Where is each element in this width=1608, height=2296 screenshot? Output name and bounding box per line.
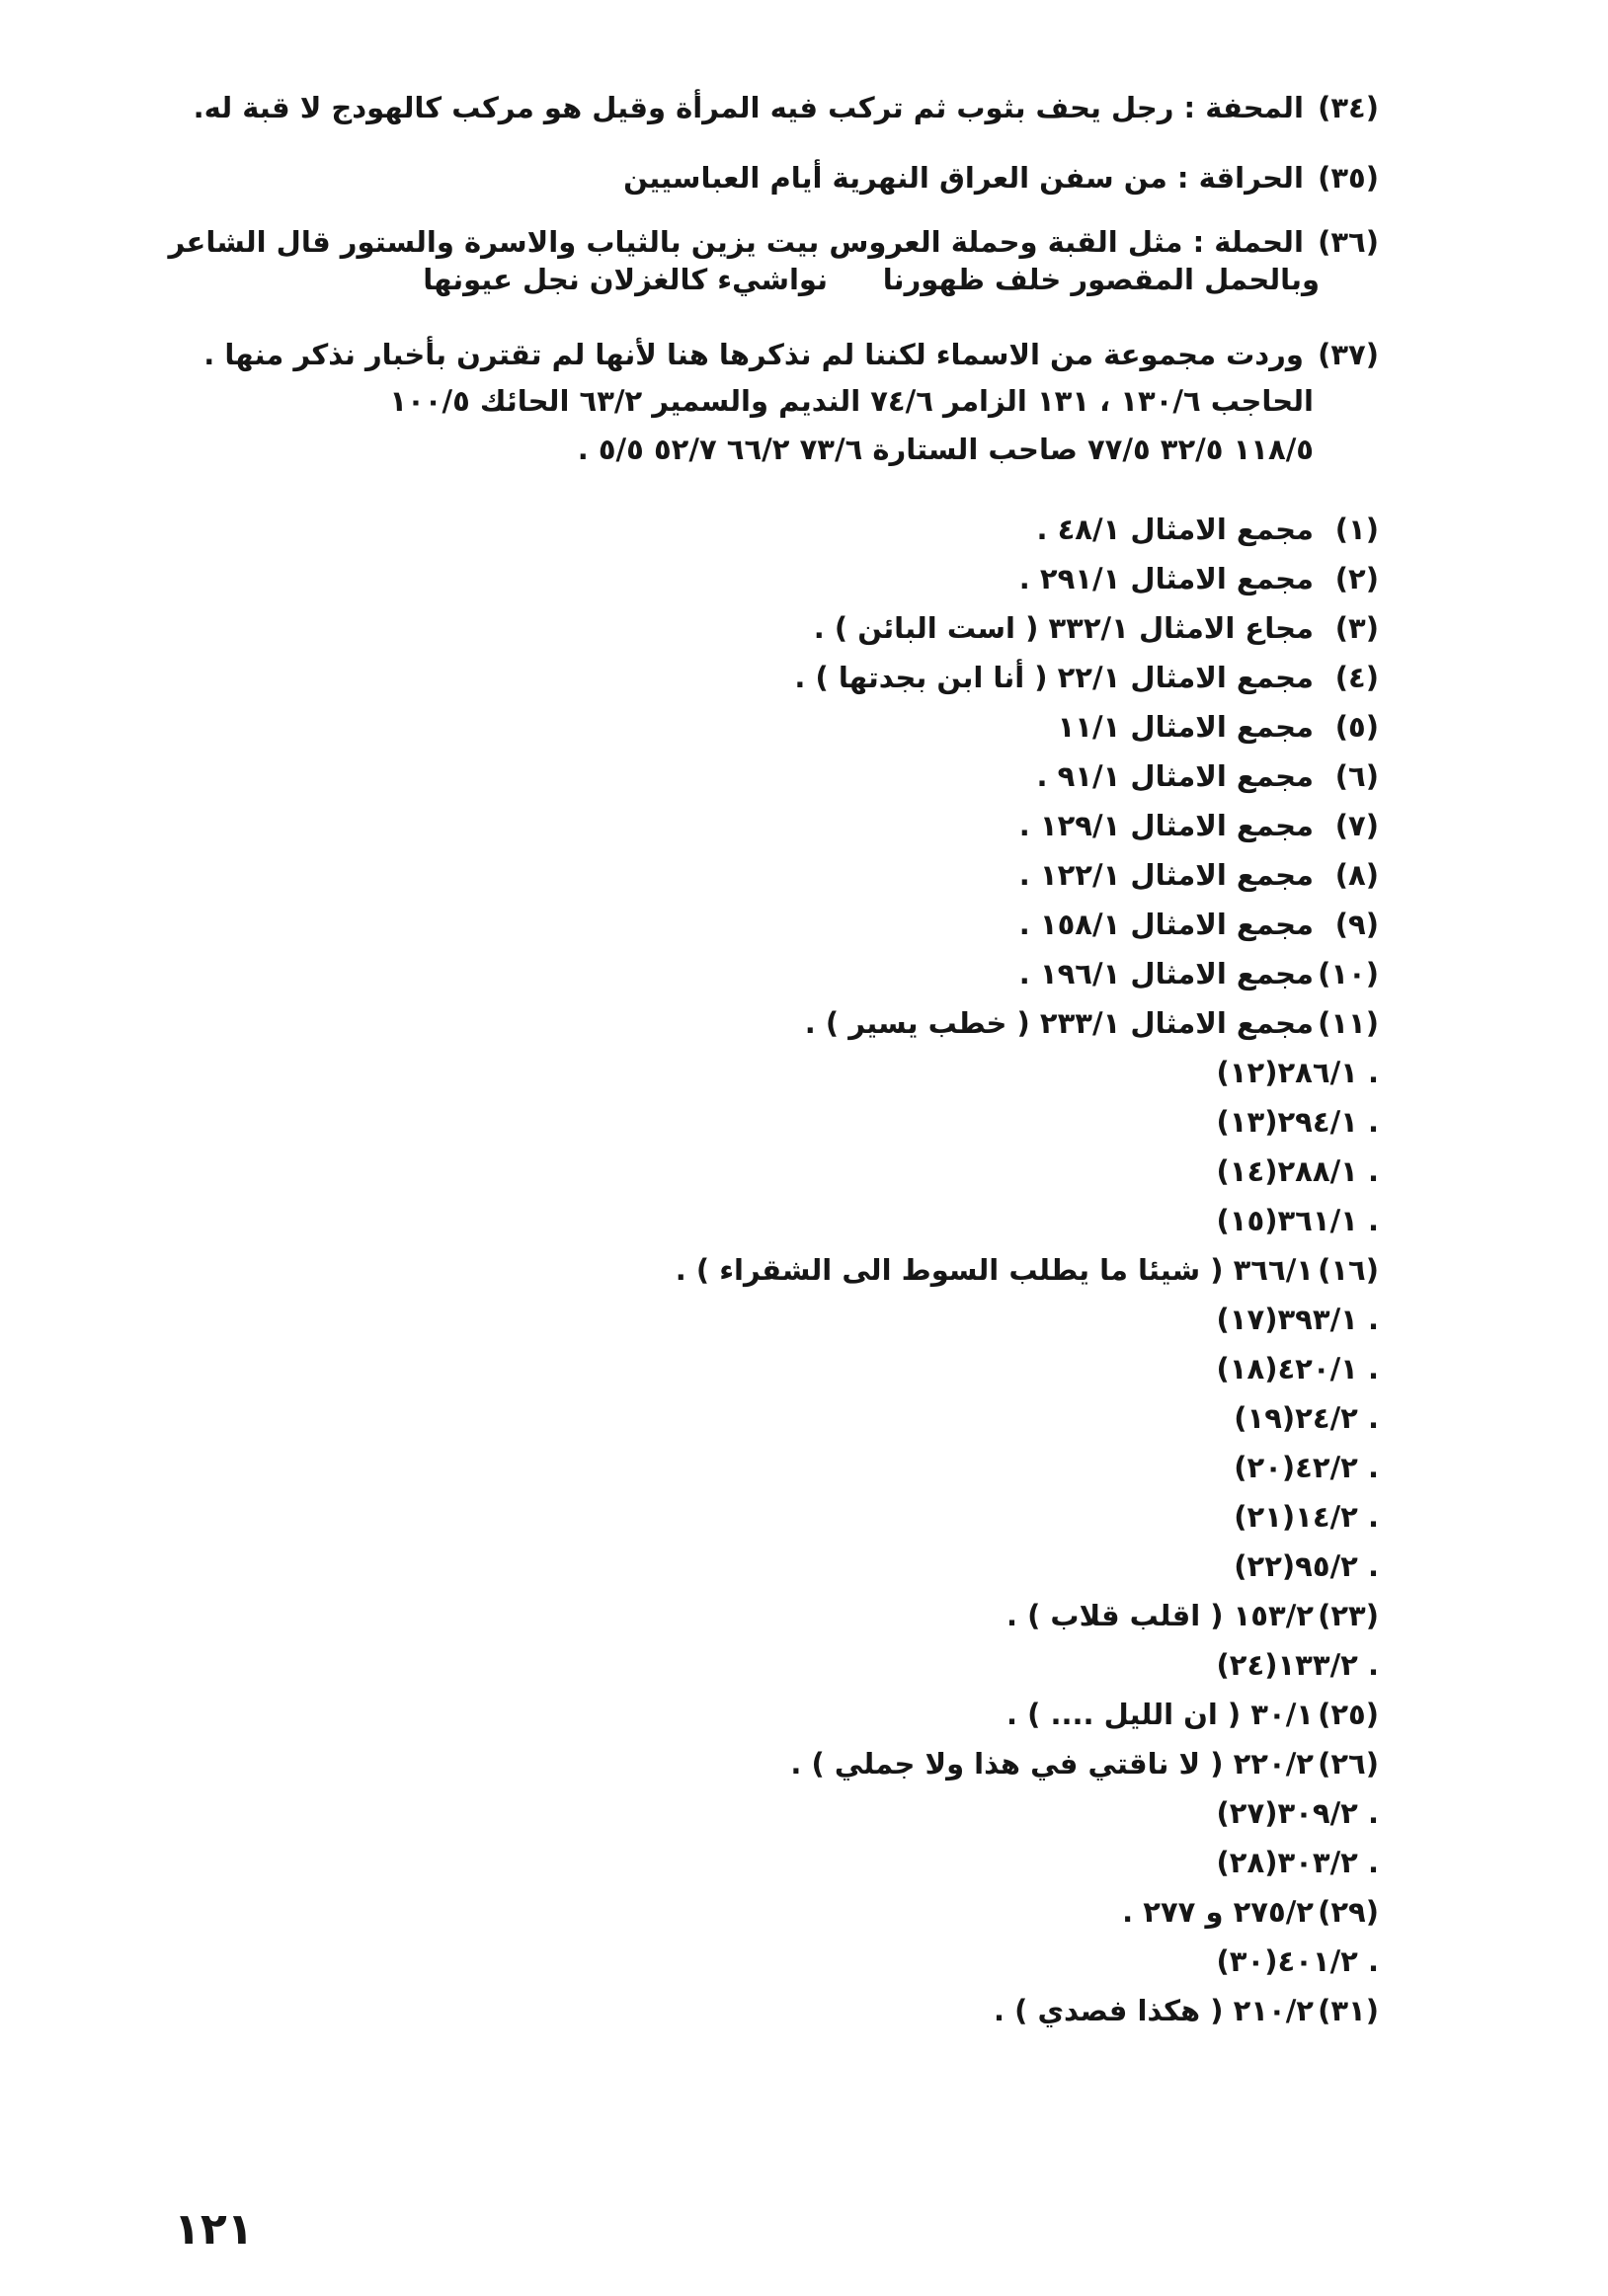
- footnote-number: (٢٣): [1318, 1599, 1379, 1632]
- footnote-text: ٢٧٥/٢ و ٢٧٧ .: [1122, 1895, 1314, 1929]
- footnote-text: ٣٠٩/٢ .: [1277, 1796, 1379, 1830]
- footnote-number: (٩): [1334, 908, 1379, 941]
- footnote: [814, 605, 1379, 651]
- footnote: [1122, 1889, 1379, 1935]
- footnote-text: ٢٤/٢ .: [1295, 1401, 1379, 1435]
- footnote-text: ١٣٣/٢ .: [1277, 1648, 1379, 1682]
- footnote-number: (٥): [1334, 710, 1379, 744]
- footnote-number: (١٧): [1216, 1303, 1278, 1336]
- footnote-number: (٢٨): [1216, 1846, 1278, 1879]
- glossary-entry: [194, 85, 1379, 130]
- footnote-text: ١٥٣/٢ ( اقلب قلاب ) .: [1005, 1599, 1314, 1632]
- footnote: [1212, 1198, 1379, 1243]
- footnote-text: ٩٥/٢ .: [1295, 1549, 1379, 1583]
- footnote-text: ٣٦١/١ .: [1277, 1204, 1379, 1237]
- footnote: [805, 1000, 1379, 1046]
- footnote: [1212, 1790, 1379, 1836]
- entry-text: المحفة : رجل يحف بثوب ثم تركب فيه المرأة وقيل هو مركب كالهودج لا قبة له.: [193, 91, 1304, 124]
- footnote: [1019, 803, 1379, 848]
- entry-number: (٣٥): [1318, 161, 1379, 195]
- footnote: [1230, 1544, 1379, 1589]
- footnote-text: مجمع الامثال ٩١/١ .: [1036, 759, 1314, 793]
- footnote: [1019, 852, 1379, 898]
- footnote: [1212, 1297, 1379, 1342]
- footnote-number: (١٦): [1318, 1253, 1379, 1287]
- footnote-text: ٣٠٣/٢ .: [1277, 1846, 1379, 1879]
- footnote-number: (١٢): [1216, 1056, 1278, 1089]
- footnote: [1019, 556, 1379, 601]
- footnote: [1212, 1099, 1379, 1145]
- footnote-text: ٤٢/٢ .: [1295, 1451, 1379, 1484]
- footnote-text: مجمع الامثال ٤٨/١ .: [1036, 513, 1314, 546]
- footnote-text: مجمع الامثال ١٢٢/١ .: [1018, 858, 1314, 892]
- footnote-text: ٢٨٨/١ .: [1277, 1154, 1379, 1188]
- footnote-text: ٢١٠/٢ ( هكذا فصدي ) .: [994, 1994, 1314, 2027]
- footnote-text: مجاع الامثال ٣٣٢/١ ( است البائن ) .: [813, 611, 1314, 645]
- footnote-text: ٣٠/١ ( ان الليل .... ) .: [1006, 1698, 1314, 1731]
- footnote: [1036, 507, 1379, 552]
- footnote-number: (٦): [1334, 759, 1379, 793]
- verse-second-hemistich: نواشيء كالغزلان نجل عيونها: [423, 263, 828, 296]
- footnote-number: (٢٥): [1318, 1698, 1379, 1731]
- footnote: [794, 655, 1379, 700]
- footnote: [790, 1741, 1379, 1786]
- footnote: [1212, 1840, 1379, 1885]
- entry-text: وردت مجموعة من الاسماء لكننا لم نذكرها هنا لأنها لم تقترن بأخبار نذكر منها .: [203, 338, 1304, 371]
- entry-text: الحملة : مثل القبة وحملة العروس بيت يزين بالثياب والاسرة والستور قال الشاعر: [168, 225, 1304, 259]
- footnote-text: مجمع الامثال ٢٩١/١ .: [1018, 562, 1314, 595]
- footnote: [1006, 1593, 1379, 1638]
- glossary-entry: [623, 155, 1379, 200]
- footnote: [1212, 1050, 1379, 1095]
- footnote-number: (٧): [1334, 809, 1379, 842]
- footnote: [1006, 1692, 1379, 1737]
- footnote-text: مجمع الامثال ١١/١: [1057, 710, 1314, 744]
- footnote-number: (٢٠): [1234, 1451, 1296, 1484]
- footnote-text: ١٤/٢ .: [1295, 1500, 1379, 1534]
- footnote-number: (٢٦): [1318, 1747, 1379, 1781]
- footnote: [1036, 753, 1379, 799]
- footnote-number: (١٥): [1216, 1204, 1278, 1237]
- footnote: [1212, 1148, 1379, 1194]
- entry-number: (٣٧): [1318, 338, 1379, 371]
- footnote: [994, 1988, 1379, 2033]
- footnote-number: (١٩): [1234, 1401, 1296, 1435]
- footnote: [1019, 902, 1379, 947]
- footnote-number: (١٣): [1216, 1105, 1278, 1139]
- footnote-number: (٤): [1334, 661, 1379, 694]
- footnote-text: ٣٩٣/١ .: [1277, 1303, 1379, 1336]
- footnote-number: (٢٢): [1234, 1549, 1296, 1583]
- glossary-entry: [203, 332, 1379, 377]
- verse-first-hemistich: وبالحمل المقصور خلف ظهورنا: [882, 263, 1320, 296]
- footnote-number: (١٨): [1216, 1352, 1278, 1386]
- footnote-text: مجمع الامثال ١٩٦/١ .: [1018, 957, 1314, 990]
- page-number: ١٢١: [174, 2204, 254, 2255]
- footnote-number: (١٠): [1318, 957, 1379, 990]
- footnote-text: ٢٩٤/١ .: [1277, 1105, 1379, 1139]
- glossary-entry: [169, 219, 1380, 265]
- footnote: [1230, 1395, 1379, 1441]
- footnote-text: مجمع الامثال ٢٢/١ ( أنا ابن بجدتها ) .: [794, 661, 1314, 694]
- entry-text: الحراقة : من سفن العراق النهرية أيام العباسيين: [623, 161, 1304, 195]
- footnote-number: (٣١): [1318, 1994, 1379, 2027]
- entry-number: (٣٤): [1318, 91, 1379, 124]
- footnote: [676, 1247, 1379, 1293]
- footnote-number: (١١): [1318, 1006, 1379, 1040]
- footnote-text: ٤٠١/٢ .: [1277, 1944, 1379, 1978]
- names-line: ١١٨/٥ ٣٢/٥ ٧٧/٥ صاحب الستارة ٧٣/٦ ٦٦/٢ ٥٢/٧ ٥/٥ .: [577, 433, 1314, 466]
- footnote-number: (٢): [1334, 562, 1379, 595]
- footnote: [1212, 1346, 1379, 1391]
- footnote-number: (١): [1334, 513, 1379, 546]
- names-line: الحاجب ١٣٠/٦ ، ١٣١ الزامر ٧٤/٦ النديم والسمير ٦٣/٢ الحائك ١٠٠/٥: [389, 384, 1314, 418]
- footnote: [1212, 1642, 1379, 1688]
- footnote-text: ٢٢٠/٢ ( لا ناقتي في هذا ولا جملي ) .: [790, 1747, 1314, 1781]
- footnote-text: ٤٢٠/١ .: [1277, 1352, 1379, 1386]
- footnote-number: (٨): [1334, 858, 1379, 892]
- footnote-text: ٢٨٦/١ .: [1277, 1056, 1379, 1089]
- footnote-number: (٢٤): [1216, 1648, 1278, 1682]
- footnote-number: (١٤): [1216, 1154, 1278, 1188]
- footnote-number: (٢٧): [1216, 1796, 1278, 1830]
- footnote: [1212, 1939, 1379, 1984]
- footnote-text: مجمع الامثال ١٢٩/١ .: [1018, 809, 1314, 842]
- entry-number: (٣٦): [1318, 225, 1379, 259]
- footnote-text: مجمع الامثال ٢٣٣/١ ( خطب يسير ) .: [804, 1006, 1314, 1040]
- footnote-number: (٣٠): [1216, 1944, 1278, 1978]
- footnote: [1058, 704, 1379, 750]
- footnote-number: (٢٩): [1318, 1895, 1379, 1929]
- footnote-number: (٣): [1334, 611, 1379, 645]
- footnote-text: مجمع الامثال ١٥٨/١ .: [1018, 908, 1314, 941]
- footnote: [1230, 1494, 1379, 1540]
- footnote-text: ٣٦٦/١ ( شيئا ما يطلب السوط الى الشقراء ) .: [675, 1253, 1314, 1287]
- footnote: [1019, 951, 1379, 996]
- footnote-number: (٢١): [1234, 1500, 1296, 1534]
- footnote: [1230, 1445, 1379, 1490]
